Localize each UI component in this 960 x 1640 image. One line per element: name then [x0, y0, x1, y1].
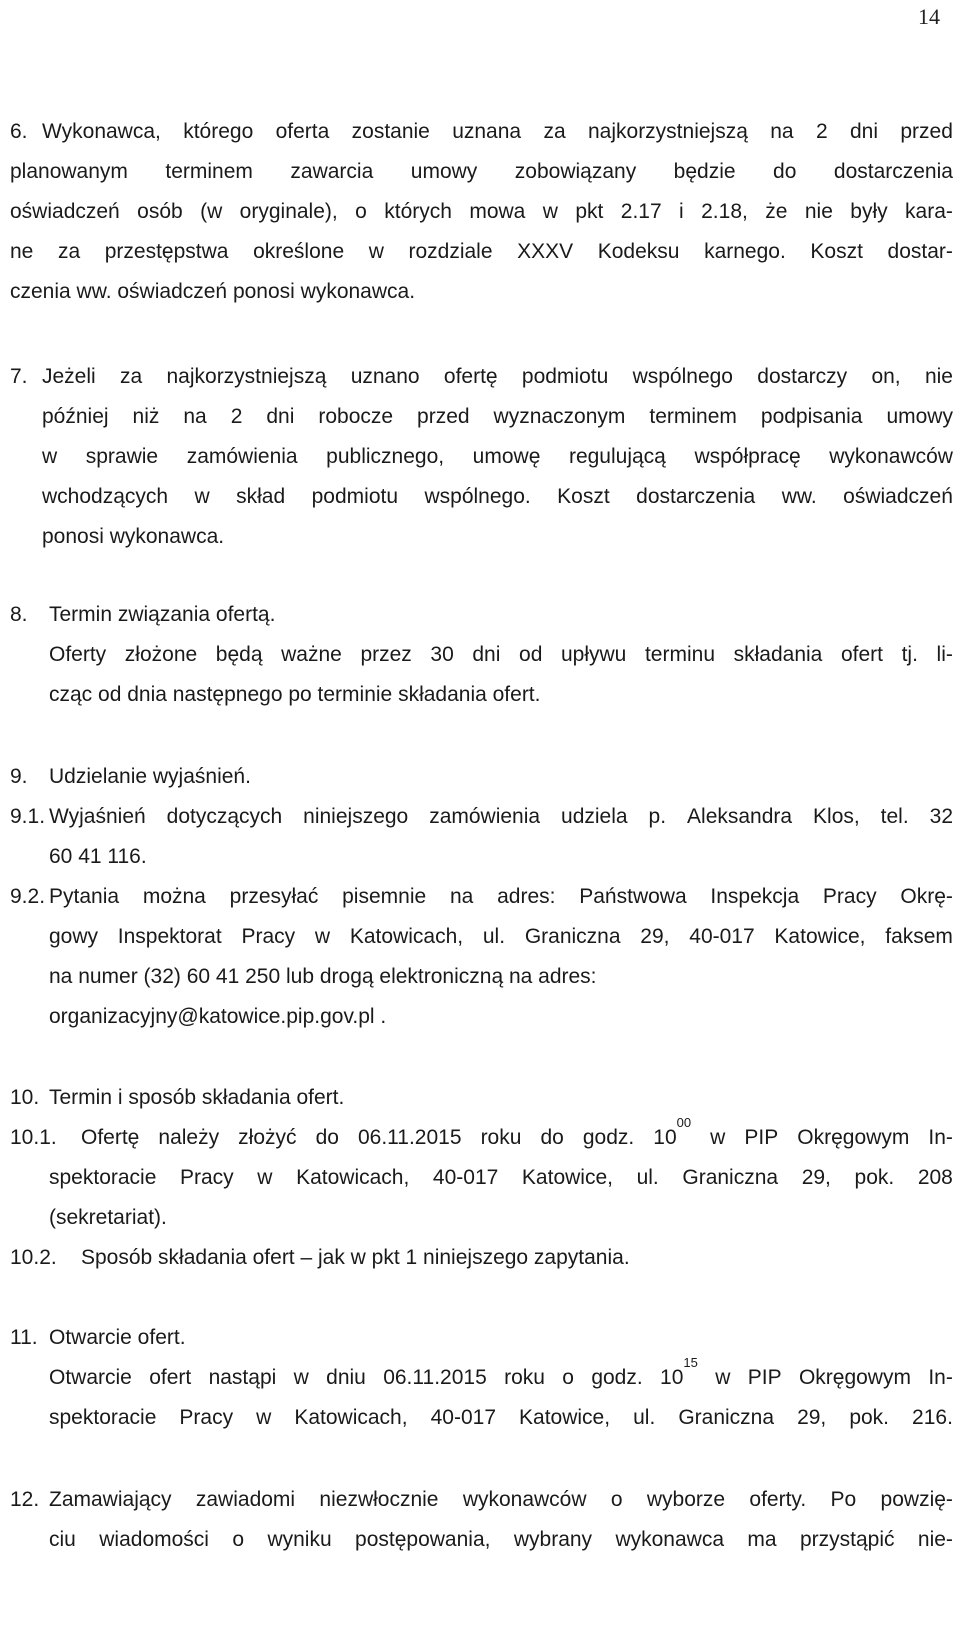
- word: powzię-: [880, 1488, 953, 1511]
- word: wykonawców: [829, 445, 953, 468]
- word: dni: [266, 405, 295, 428]
- word: dni: [849, 120, 878, 143]
- word: zamówienia: [186, 445, 298, 468]
- word: ofert: [149, 1366, 192, 1389]
- s8-line-2: cząc od dnia następnego po terminie składania ofert.: [49, 683, 541, 706]
- word: pok.: [849, 1406, 890, 1429]
- word: przez: [360, 643, 412, 666]
- word: Zamawiający: [49, 1488, 172, 1511]
- s9-1-number: 9.1.: [10, 805, 46, 828]
- word: Klos,: [813, 805, 860, 828]
- word: pisemnie: [342, 885, 427, 908]
- word: Katowicach,: [349, 925, 464, 948]
- s10-1-number: 10.1.: [10, 1126, 57, 1149]
- word: 40-017: [430, 1406, 496, 1429]
- word: Katowicach,: [296, 1166, 410, 1189]
- word: zawiadomi: [195, 1488, 296, 1511]
- word: PIP: [744, 1126, 779, 1149]
- word: Pracy: [822, 885, 877, 908]
- word: w: [194, 485, 210, 508]
- word: ww.: [781, 485, 817, 508]
- word: Pracy: [179, 1406, 234, 1429]
- word: w: [42, 445, 58, 468]
- word: niezwłocznie: [319, 1488, 439, 1511]
- word: oferta: [275, 120, 330, 143]
- s6-line-3: [10, 201, 953, 222]
- word: dostarczy: [757, 365, 848, 388]
- s6-line-4: [10, 241, 953, 262]
- s11-line-1: [49, 1355, 953, 1389]
- word: podmiotu: [521, 365, 609, 388]
- word: tel.: [880, 805, 909, 828]
- word: Katowice,: [519, 1406, 611, 1429]
- word: spektoracie: [49, 1166, 157, 1189]
- word: publicznego,: [326, 445, 445, 468]
- word: w: [368, 240, 384, 263]
- word: dni: [472, 643, 501, 666]
- word: zawarcia: [290, 160, 374, 183]
- word: sprawie: [85, 445, 159, 468]
- word: 06.11.2015: [357, 1126, 462, 1149]
- word: przystąpić: [799, 1528, 895, 1551]
- word: składania: [733, 643, 823, 666]
- word: godz.: [582, 1126, 635, 1149]
- word: Koszt: [557, 485, 610, 508]
- word: oryginale),: [239, 200, 338, 223]
- word: dniu: [326, 1366, 366, 1389]
- s10-number: 10.: [10, 1086, 40, 1109]
- word: najkorzystniejszą: [587, 120, 748, 143]
- word: za: [543, 120, 566, 143]
- s11-number: 11.: [10, 1326, 38, 1349]
- word: przed: [900, 120, 953, 143]
- word: spektoracie: [49, 1406, 157, 1429]
- word: ciu: [49, 1528, 76, 1551]
- word: wykonawców: [462, 1488, 587, 1511]
- word: których: [384, 200, 452, 223]
- word: od: [519, 643, 543, 666]
- s10-1-line-2: [49, 1167, 953, 1188]
- word: wykonawca: [615, 1528, 725, 1551]
- word: regulującą: [568, 445, 666, 468]
- word: ofert: [840, 643, 883, 666]
- s8-number: 8.: [10, 603, 28, 626]
- s8-line-1: [49, 644, 953, 665]
- word: rozdziale: [408, 240, 493, 263]
- word: 30: [430, 643, 454, 666]
- word: w: [715, 1366, 731, 1389]
- word: na: [449, 885, 474, 908]
- word: pok.: [854, 1166, 895, 1189]
- word: (w: [200, 200, 223, 223]
- word: 29,: [801, 1166, 831, 1189]
- word: Inspekcja: [710, 885, 800, 908]
- word: Wyjaśnień: [49, 805, 146, 828]
- s10-1-line-1: [81, 1115, 953, 1149]
- word: nie-: [917, 1528, 953, 1551]
- word: przesyłać: [229, 885, 319, 908]
- word: do: [540, 1126, 564, 1149]
- word: ma: [747, 1528, 777, 1551]
- word: terminem: [649, 405, 737, 428]
- s7-line-4: [42, 486, 953, 507]
- word: skład: [236, 485, 286, 508]
- word: Kodeksu: [597, 240, 680, 263]
- word: za: [120, 365, 143, 388]
- s11-time-hour: 10: [660, 1366, 684, 1389]
- word: umowy: [886, 405, 953, 428]
- s9-1-line-2: 60 41 116.: [49, 845, 147, 868]
- word: Katowice,: [774, 925, 866, 948]
- word: Graniczna: [682, 1166, 779, 1189]
- word: Państwowa: [579, 885, 687, 908]
- s11-heading: Otwarcie ofert.: [49, 1326, 186, 1349]
- word: postępowania,: [355, 1528, 491, 1551]
- word: karnego.: [704, 240, 786, 263]
- s7-line-3: [42, 446, 953, 467]
- word: p.: [648, 805, 667, 828]
- word: można: [142, 885, 206, 908]
- word: Aleksandra: [687, 805, 793, 828]
- s7-line-1: [42, 366, 953, 387]
- word: uznana: [452, 120, 522, 143]
- word: zostanie: [351, 120, 430, 143]
- word: 29,: [640, 925, 670, 948]
- word: 2.18,: [701, 200, 748, 223]
- word: planowanym: [10, 160, 128, 183]
- word: w: [710, 1126, 726, 1149]
- word: o: [355, 200, 367, 223]
- word: faksem: [885, 925, 953, 948]
- s11-line-2: [49, 1407, 953, 1428]
- s10-2-line-1: Sposób składania ofert – jak w pkt 1 niniejszego zapytania.: [81, 1246, 630, 1269]
- word: Katowice,: [521, 1166, 613, 1189]
- word: w: [256, 1406, 272, 1429]
- s10-1-time-hour: 10: [653, 1126, 677, 1149]
- word: Pytania: [49, 885, 120, 908]
- word: złożyć: [238, 1126, 297, 1149]
- word: w: [314, 925, 331, 948]
- s9-heading: Udzielanie wyjaśnień.: [49, 765, 251, 788]
- word: Otwarcie: [49, 1366, 132, 1389]
- word: zamówienia: [429, 805, 541, 828]
- word: oświadczeń: [843, 485, 953, 508]
- word: 208: [917, 1166, 953, 1189]
- word: Jeżeli: [42, 365, 96, 388]
- word: ul.: [636, 1166, 659, 1189]
- word: na: [770, 120, 794, 143]
- word: wybrany: [513, 1528, 593, 1551]
- s11-time-minutes: 15: [683, 1355, 698, 1370]
- word: robocze: [318, 405, 394, 428]
- word: Ofertę: [81, 1126, 140, 1149]
- word: wyznaczonym: [493, 405, 626, 428]
- word: dotyczących: [166, 805, 283, 828]
- word: 2.17: [620, 200, 662, 223]
- word: zobowiązany: [514, 160, 637, 183]
- word: tj.: [901, 643, 918, 666]
- word: gowy: [49, 925, 99, 948]
- word: w: [293, 1366, 309, 1389]
- s10-heading: Termin i sposób składania ofert.: [49, 1086, 345, 1109]
- email-address: organizacyjny@katowice.pip.gov.pl .: [49, 1005, 387, 1028]
- word: wiadomości: [99, 1528, 209, 1551]
- word: ne: [10, 240, 34, 263]
- word: Inspektorat: [117, 925, 222, 948]
- word: w: [257, 1166, 273, 1189]
- s10-1-line-3: (sekretariat).: [49, 1206, 167, 1229]
- word: roku: [504, 1366, 545, 1389]
- word: dostarczenia: [636, 485, 756, 508]
- word: nastąpi: [208, 1366, 277, 1389]
- word: upływu: [560, 643, 627, 666]
- word: wspólnego.: [424, 485, 531, 508]
- word: dostar-: [887, 240, 953, 263]
- word: współpracę: [694, 445, 801, 468]
- word: 2: [815, 120, 828, 143]
- word: Graniczna: [524, 925, 621, 948]
- s10-2-number: 10.2.: [10, 1246, 57, 1269]
- word: nie: [924, 365, 953, 388]
- word: umowy: [410, 160, 478, 183]
- word: do: [315, 1126, 339, 1149]
- s10-1-time: [653, 1115, 692, 1149]
- word: osób: [137, 200, 183, 223]
- word: dostarczenia: [833, 160, 953, 183]
- word: 32: [929, 805, 953, 828]
- word: oświadczeń: [10, 200, 120, 223]
- s8-heading: Termin związania ofertą.: [49, 603, 276, 626]
- word: złożone: [124, 643, 198, 666]
- word: należy: [158, 1126, 220, 1149]
- word: Pracy: [241, 925, 296, 948]
- word: przestępstwa: [104, 240, 229, 263]
- word: Graniczna: [678, 1406, 775, 1429]
- word: Wykonawca,: [42, 120, 161, 143]
- word: ofertę: [443, 365, 498, 388]
- word: podpisania: [760, 405, 863, 428]
- word: później: [42, 405, 109, 428]
- word: o: [610, 1488, 623, 1511]
- word: adres:: [497, 885, 556, 908]
- word: 06.11.2015: [383, 1366, 487, 1389]
- word: pkt: [575, 200, 604, 223]
- word: niż: [132, 405, 160, 428]
- word: on,: [871, 365, 901, 388]
- word: Okręgowym: [797, 1126, 910, 1149]
- word: wspólnego: [632, 365, 733, 388]
- word: nie: [804, 200, 833, 223]
- word: 40-017: [432, 1166, 499, 1189]
- page-number: 14: [918, 4, 940, 29]
- s7-line-5: ponosi wykonawca.: [42, 525, 225, 548]
- s9-number: 9.: [10, 765, 28, 788]
- word: 29,: [797, 1406, 827, 1429]
- word: uznano: [350, 365, 420, 388]
- word: In-: [928, 1126, 953, 1149]
- s9-2-number: 9.2.: [10, 885, 46, 908]
- word: którego: [183, 120, 254, 143]
- word: Po: [830, 1488, 857, 1511]
- word: PIP: [747, 1366, 782, 1389]
- s6-line-1: [42, 121, 953, 142]
- word: podmiotu: [311, 485, 399, 508]
- word: Koszt: [810, 240, 863, 263]
- word: Katowicach,: [294, 1406, 408, 1429]
- word: Oferty: [49, 643, 107, 666]
- s11-time: [660, 1355, 698, 1389]
- s7-line-2: [42, 406, 953, 427]
- word: za: [57, 240, 81, 263]
- word: że: [765, 200, 788, 223]
- s6-line-2: [10, 161, 953, 182]
- word: roku: [480, 1126, 522, 1149]
- word: do: [773, 160, 797, 183]
- word: umowę: [472, 445, 541, 468]
- s7-number: 7.: [10, 365, 28, 388]
- word: będzie: [673, 160, 736, 183]
- word: terminu: [644, 643, 715, 666]
- s12-line-1: [49, 1489, 953, 1510]
- word: na: [183, 405, 207, 428]
- word: 40-017: [689, 925, 755, 948]
- word: ważne: [281, 643, 342, 666]
- word: oferty.: [749, 1488, 807, 1511]
- s9-2-line-3: na numer (32) 60 41 250 lub drogą elektroniczną na adres:: [49, 965, 597, 988]
- s9-1-line-1: [49, 806, 953, 827]
- word: terminem: [165, 160, 253, 183]
- word: przed: [417, 405, 470, 428]
- word: mowa: [469, 200, 526, 223]
- word: godz.: [591, 1366, 643, 1389]
- word: li-: [936, 643, 953, 666]
- word: w: [542, 200, 558, 223]
- word: udziela: [561, 805, 628, 828]
- word: o: [232, 1528, 245, 1551]
- s6-line-5: czenia ww. oświadczeń ponosi wykonawca.: [10, 280, 416, 303]
- word: ul.: [633, 1406, 656, 1429]
- word: XXXV: [517, 240, 574, 263]
- word: najkorzystniejszą: [166, 365, 327, 388]
- word: wchodzących: [42, 485, 169, 508]
- s12-line-2: [49, 1529, 953, 1550]
- s10-1-time-minutes: 00: [676, 1115, 692, 1130]
- word: Okręgowym: [798, 1366, 911, 1389]
- s9-2-line-1: [49, 886, 953, 907]
- s9-2-line-2: [49, 926, 953, 947]
- word: In-: [928, 1366, 953, 1389]
- word: o: [562, 1366, 574, 1389]
- word: wyborze: [646, 1488, 726, 1511]
- word: i: [679, 200, 684, 223]
- word: kara-: [905, 200, 953, 223]
- word: ul.: [482, 925, 506, 948]
- word: Pracy: [180, 1166, 234, 1189]
- word: wyniku: [267, 1528, 332, 1551]
- word: Okrę-: [900, 885, 953, 908]
- word: niniejszego: [303, 805, 409, 828]
- s6-number: 6.: [10, 120, 28, 143]
- word: określone: [253, 240, 345, 263]
- word: 2: [230, 405, 243, 428]
- word: będą: [215, 643, 263, 666]
- s12-number: 12.: [10, 1488, 40, 1511]
- word: 216.: [912, 1406, 953, 1429]
- word: były: [850, 200, 888, 223]
